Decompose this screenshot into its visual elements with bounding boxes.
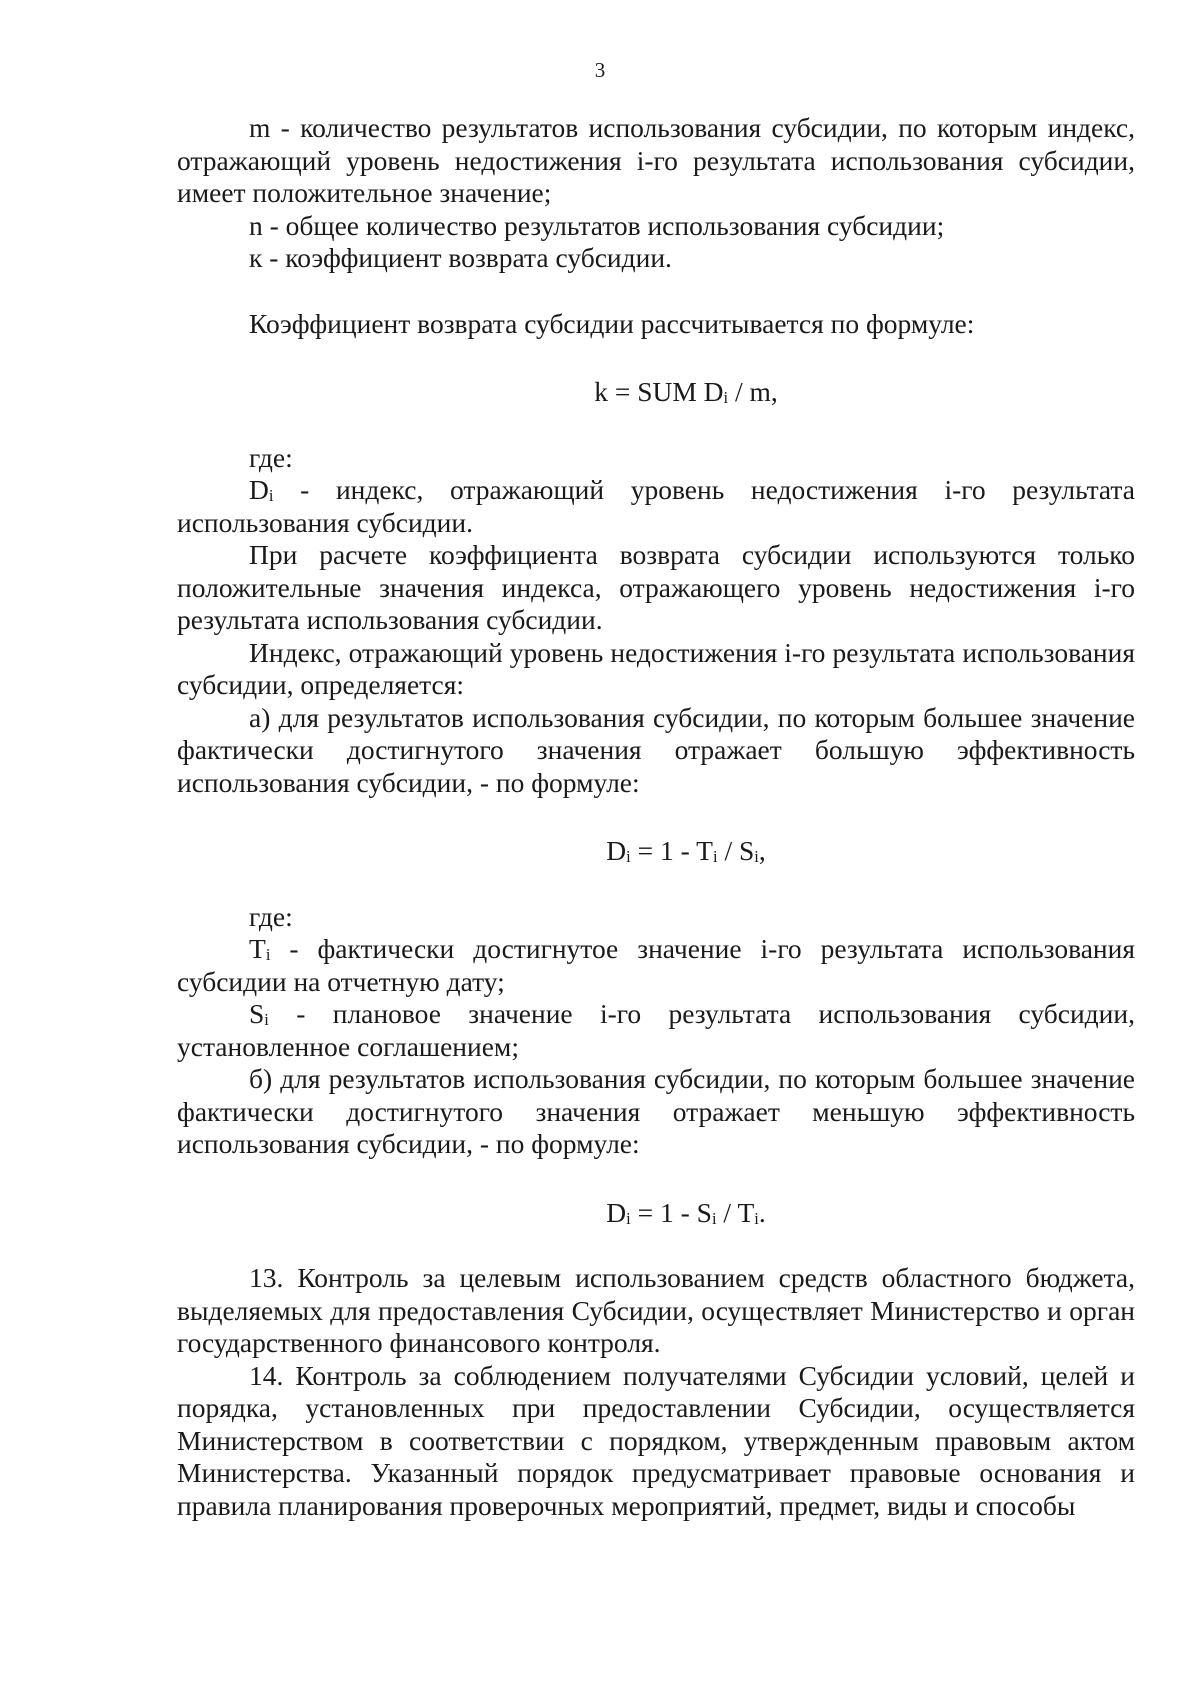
where-label-2: где:	[249, 900, 293, 932]
spacer	[177, 868, 1135, 901]
spacer	[177, 275, 1135, 308]
spacer	[177, 1161, 1135, 1197]
document-body	[177, 112, 1135, 1522]
formula-di-b: $D_i = 1 - S_i / T_i$.	[606, 1196, 766, 1228]
spacer	[177, 799, 1135, 835]
definition-si: $S_i$ - плановое значение i-го результата использования субсидии, установленное соглашением;	[177, 998, 1135, 1062]
positive-values-note: При расчете коэффициента возврата субсидии используются только положительные значения индекса, отражающего уровень недостижения i-го результата использования субсидии.	[177, 539, 1135, 635]
formula-di-a: $D_i = 1 - T_i / S_i$,	[606, 835, 766, 866]
case-b-text: б) для результатов использования субсидии, по которым большее значение фактически достигнутого значения отражает меньшую эффективность использования субсидии, - по формуле:	[177, 1063, 1135, 1159]
clause-14: 14. Контроль за соблюдением получателями Субсидии условий, целей и порядка, установленных при предоставлении Субсидии, осуществляется Министерством в соответствии с порядком, утвержденным правовым актом Министерства. Указанный порядок предусматривает правовые основания и правила планирования проверочных мероприятий, предмет, виды и способы	[177, 1359, 1135, 1521]
formula-k: k = SUM $D_i$ / m,	[594, 376, 778, 407]
definition-di: $D_i$ - индекс, отражающий уровень недостижения i-го результата использования субсидии.	[177, 474, 1135, 538]
definition-n: n - общее количество результатов использования субсидии;	[249, 209, 945, 241]
spacer	[177, 409, 1135, 442]
case-a-text: а) для результатов использования субсидии, по которым большее значение фактически достигнутого значения отражает большую эффективность использования субсидии, - по формуле:	[177, 701, 1135, 798]
clause-13: 13. Контроль за целевым использованием средств областного бюджета, выделяемых для предоставления Субсидии, осуществляет Министерство и орган государственного финансового контроля.	[177, 1262, 1135, 1358]
coefficient-intro: Коэффициент возврата субсидии рассчитывается по формуле:	[249, 307, 975, 339]
definition-m: m - количество результатов использования субсидии, по которым индекс, отражающий уровень недостижения i-го результата использования субсидии, имеет положительное значение;	[177, 112, 1135, 208]
spacer	[177, 1229, 1135, 1262]
index-definition: Индекс, отражающий уровень недостижения i-го результата использования субсидии, определяется:	[177, 636, 1135, 700]
definition-k: к - коэффициент возврата субсидии.	[249, 242, 672, 273]
where-label-1: где:	[249, 441, 293, 473]
page-number: 3	[594, 58, 606, 82]
spacer	[177, 340, 1135, 376]
definition-ti: $T_i$ - фактически достигнутое значение i-го результата использования субсидии на отчетную дату;	[177, 933, 1135, 997]
